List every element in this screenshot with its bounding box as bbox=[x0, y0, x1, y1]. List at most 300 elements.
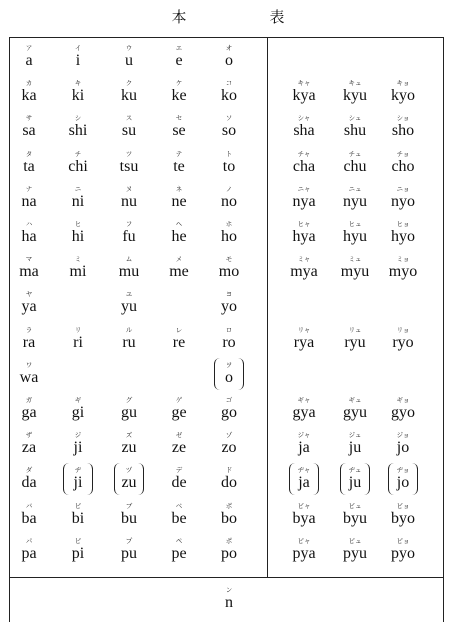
katakana-label: テ bbox=[175, 149, 183, 158]
kana-cell-do bbox=[203, 466, 255, 491]
kana-cell-e bbox=[153, 44, 205, 69]
kana-cell-pyu bbox=[329, 537, 381, 562]
katakana-label: リョ bbox=[396, 325, 410, 334]
kana-cell-i bbox=[52, 44, 104, 69]
romaji-label: tsu bbox=[119, 157, 139, 175]
kana-cell-ha bbox=[3, 220, 55, 245]
katakana-label: ヨ bbox=[225, 290, 233, 299]
kana-cell-mi bbox=[52, 255, 104, 280]
kana-cell-ju bbox=[329, 431, 381, 456]
kana-cell-ri bbox=[52, 326, 104, 351]
romaji-label: n bbox=[225, 594, 233, 611]
katakana-label: ギュ bbox=[348, 396, 362, 404]
katakana-label: バ bbox=[25, 501, 33, 510]
kana-cell-ku bbox=[103, 79, 155, 104]
katakana-label: タ bbox=[25, 149, 33, 158]
katakana-label: ギャ bbox=[297, 396, 311, 404]
kana-cell-byu bbox=[329, 502, 381, 527]
katakana-label: ズ bbox=[125, 431, 133, 440]
romaji-label: mo bbox=[218, 263, 240, 281]
kana-cell-n bbox=[203, 586, 255, 611]
katakana-label: レ bbox=[175, 325, 183, 334]
katakana-label: モ bbox=[225, 255, 233, 264]
romaji-label: kya bbox=[292, 87, 316, 105]
katakana-label: ボ bbox=[225, 501, 233, 510]
romaji-label: te bbox=[173, 157, 185, 175]
katakana-label: ニ bbox=[74, 184, 82, 193]
romaji-label: ze bbox=[171, 439, 187, 457]
katakana-label: ミ bbox=[74, 255, 82, 264]
romaji-label: e bbox=[175, 52, 183, 69]
katakana-label: キュ bbox=[348, 79, 362, 88]
romaji-label: gu bbox=[121, 404, 137, 421]
kana-cell-ne bbox=[153, 185, 205, 210]
katakana-label: ゴ bbox=[225, 396, 233, 404]
katakana-label: ヂュ bbox=[348, 466, 362, 475]
katakana-label: ル bbox=[125, 325, 133, 334]
kana-cell-cho bbox=[377, 150, 429, 175]
katakana-label: シ bbox=[74, 114, 82, 123]
romaji-label: ka bbox=[21, 87, 37, 105]
katakana-label: ピ bbox=[74, 536, 82, 545]
kana-cell-he bbox=[153, 220, 205, 245]
katakana-label: ン bbox=[225, 586, 233, 594]
romaji-label: o bbox=[225, 368, 233, 386]
romaji-label: myo bbox=[388, 263, 418, 281]
romaji-label: chi bbox=[68, 157, 88, 175]
romaji-label: ji bbox=[73, 439, 83, 457]
romaji-label: chu bbox=[343, 157, 367, 175]
katakana-label: チョ bbox=[396, 149, 410, 158]
romaji-label: po bbox=[221, 544, 237, 562]
katakana-label: ギョ bbox=[396, 396, 410, 404]
katakana-label: ニョ bbox=[396, 184, 410, 193]
romaji-label: ke bbox=[171, 87, 187, 105]
katakana-label: ヂ bbox=[74, 466, 82, 475]
kana-cell-gya bbox=[278, 396, 330, 421]
kana-cell-ho bbox=[203, 220, 255, 245]
romaji-label: o bbox=[225, 52, 233, 69]
kana-cell-de bbox=[153, 466, 205, 491]
romaji-label: mu bbox=[118, 263, 140, 281]
romaji-label: ro bbox=[222, 333, 236, 351]
kana-cell-da bbox=[3, 466, 55, 491]
kana-cell-nyu bbox=[329, 185, 381, 210]
romaji-label: ji bbox=[73, 474, 83, 492]
romaji-label: ju bbox=[348, 439, 362, 457]
katakana-label: ワ bbox=[25, 360, 33, 369]
romaji-label: ne bbox=[171, 192, 187, 210]
kana-cell-so bbox=[203, 114, 255, 139]
bracket-mark bbox=[63, 463, 93, 495]
katakana-label: ギ bbox=[74, 396, 82, 404]
romaji-label: ryo bbox=[392, 333, 414, 351]
romaji-label: na bbox=[21, 192, 37, 210]
kana-cell-chu bbox=[329, 150, 381, 175]
kana-cell-sha bbox=[278, 114, 330, 139]
katakana-label: ヂャ bbox=[297, 466, 311, 475]
romaji-label: ma bbox=[19, 263, 39, 281]
kana-cell-ta bbox=[3, 150, 55, 175]
romaji-label: nu bbox=[121, 192, 137, 210]
kana-cell-gi bbox=[52, 396, 104, 421]
kana-cell-ko bbox=[203, 79, 255, 104]
romaji-label: byo bbox=[391, 509, 415, 527]
romaji-label: no bbox=[221, 192, 237, 210]
romaji-label: ha bbox=[21, 228, 37, 245]
kana-cell-zo bbox=[203, 431, 255, 456]
kana-cell-myo bbox=[377, 255, 429, 280]
romaji-label: u bbox=[125, 52, 133, 69]
katakana-label: ヤ bbox=[25, 290, 33, 299]
kana-cell-bi bbox=[52, 502, 104, 527]
romaji-label: gyo bbox=[391, 404, 415, 421]
kana-cell-bo bbox=[203, 502, 255, 527]
romaji-label: nyu bbox=[343, 192, 367, 210]
katakana-label: ト bbox=[225, 149, 233, 158]
kana-cell-nya bbox=[278, 185, 330, 210]
katakana-label: ス bbox=[125, 114, 133, 123]
katakana-label: ジョ bbox=[396, 431, 410, 440]
katakana-label: ピャ bbox=[297, 536, 311, 545]
romaji-label: ni bbox=[71, 192, 85, 210]
kana-cell-to bbox=[203, 150, 255, 175]
romaji-label: ru bbox=[122, 333, 136, 351]
kana-cell-ya bbox=[3, 290, 55, 315]
romaji-label: sho bbox=[391, 122, 415, 140]
bracket-mark bbox=[388, 463, 418, 495]
romaji-label: su bbox=[121, 122, 137, 140]
romaji-label: sa bbox=[22, 122, 36, 140]
romaji-label: kyo bbox=[391, 87, 415, 105]
katakana-label: パ bbox=[25, 536, 33, 545]
katakana-label: ニャ bbox=[297, 184, 311, 193]
kana-cell-ke bbox=[153, 79, 205, 104]
katakana-label: チ bbox=[74, 149, 82, 158]
romaji-label: pya bbox=[292, 544, 316, 562]
romaji-label: shu bbox=[343, 122, 367, 140]
kana-cell-hyo bbox=[377, 220, 429, 245]
romaji-label: da bbox=[21, 474, 37, 492]
katakana-label: ダ bbox=[25, 466, 33, 475]
kana-cell-pe bbox=[153, 537, 205, 562]
katakana-label: キ bbox=[74, 79, 82, 88]
kana-cell-ma bbox=[3, 255, 55, 280]
bracket-mark bbox=[114, 463, 144, 495]
romaji-label: pi bbox=[71, 544, 85, 562]
kana-cell-pu bbox=[103, 537, 155, 562]
kana-cell-ja bbox=[278, 431, 330, 456]
romaji-label: mya bbox=[290, 263, 318, 281]
romaji-label: ryu bbox=[344, 333, 366, 351]
column-divider bbox=[267, 37, 268, 577]
romaji-label: byu bbox=[343, 509, 367, 527]
katakana-label: ジュ bbox=[348, 431, 362, 440]
romaji-label: do bbox=[221, 474, 237, 492]
katakana-label: ヌ bbox=[125, 184, 133, 193]
romaji-label: rya bbox=[293, 333, 315, 351]
romaji-label: bi bbox=[71, 509, 85, 527]
romaji-label: cho bbox=[391, 157, 415, 175]
katakana-label: ヒュ bbox=[348, 220, 362, 228]
katakana-label: カ bbox=[25, 79, 33, 88]
katakana-label: ヘ bbox=[175, 220, 183, 228]
romaji-label: mi bbox=[69, 263, 87, 281]
kana-cell-kya bbox=[278, 79, 330, 104]
katakana-label: プ bbox=[125, 536, 133, 545]
page-title: 本 表 bbox=[171, 8, 319, 26]
romaji-label: bo bbox=[221, 509, 237, 527]
kana-cell-re bbox=[153, 326, 205, 351]
kana-cell-kyo bbox=[377, 79, 429, 104]
kana-cell-me bbox=[153, 255, 205, 280]
romaji-label: pe bbox=[171, 544, 187, 562]
romaji-label: ju bbox=[348, 474, 362, 492]
romaji-label: ko bbox=[221, 87, 237, 105]
katakana-label: キョ bbox=[396, 79, 410, 88]
kana-cell-shi bbox=[52, 114, 104, 139]
kana-cell-myu bbox=[329, 255, 381, 280]
kana-cell-ge bbox=[153, 396, 205, 421]
kana-cell-mo bbox=[203, 255, 255, 280]
romaji-label: i bbox=[75, 52, 81, 69]
romaji-label: ge bbox=[171, 404, 187, 421]
katakana-label: ロ bbox=[225, 325, 233, 334]
katakana-label: イ bbox=[74, 44, 82, 52]
katakana-label: オ bbox=[225, 44, 233, 52]
katakana-label: ヂョ bbox=[396, 466, 410, 475]
romaji-label: jo bbox=[396, 439, 410, 457]
katakana-label: マ bbox=[25, 255, 33, 264]
romaji-label: nyo bbox=[391, 192, 415, 210]
katakana-label: チャ bbox=[297, 149, 311, 158]
romaji-label: fu bbox=[122, 228, 136, 245]
kana-cell-hyu bbox=[329, 220, 381, 245]
kana-cell-sa bbox=[3, 114, 55, 139]
katakana-label: ミュ bbox=[348, 255, 362, 264]
katakana-label: ゲ bbox=[175, 396, 183, 404]
katakana-label: ノ bbox=[225, 184, 233, 193]
kana-cell-mu bbox=[103, 255, 155, 280]
romaji-label: to bbox=[222, 157, 236, 175]
katakana-label: ヲ bbox=[225, 360, 233, 369]
katakana-label: ビュ bbox=[348, 501, 362, 510]
katakana-label: サ bbox=[25, 114, 33, 123]
kana-cell-yu bbox=[103, 290, 155, 315]
kana-cell-byo bbox=[377, 502, 429, 527]
romaji-label: pyo bbox=[391, 544, 415, 562]
kana-cell-po bbox=[203, 537, 255, 562]
kana-cell-pyo bbox=[377, 537, 429, 562]
kana-cell-su bbox=[103, 114, 155, 139]
romaji-label: ja bbox=[298, 439, 310, 457]
kana-cell-pa bbox=[3, 537, 55, 562]
romaji-label: za bbox=[21, 439, 37, 457]
kana-cell-ba bbox=[3, 502, 55, 527]
kana-cell-ru bbox=[103, 326, 155, 351]
kana-cell-sho bbox=[377, 114, 429, 139]
kana-cell-ni bbox=[52, 185, 104, 210]
kana-cell-chi bbox=[52, 150, 104, 175]
kana-cell-pi bbox=[52, 537, 104, 562]
romaji-label: myu bbox=[340, 263, 370, 281]
romaji-label: ki bbox=[71, 87, 85, 105]
kana-cell-za bbox=[3, 431, 55, 456]
katakana-label: グ bbox=[125, 396, 133, 404]
romaji-label: hi bbox=[71, 228, 85, 245]
katakana-label: ゾ bbox=[225, 431, 233, 440]
kana-cell-nu bbox=[103, 185, 155, 210]
romaji-label: pu bbox=[121, 544, 137, 562]
romaji-label: re bbox=[172, 333, 186, 351]
katakana-label: ヒャ bbox=[297, 220, 311, 228]
romaji-label: gi bbox=[71, 404, 85, 421]
katakana-label: ハ bbox=[25, 220, 33, 228]
katakana-label: フ bbox=[125, 220, 133, 228]
katakana-label: ヒ bbox=[74, 220, 82, 228]
romaji-label: nya bbox=[292, 192, 316, 210]
romaji-label: go bbox=[221, 404, 237, 421]
katakana-label: ウ bbox=[125, 44, 133, 52]
katakana-label: ア bbox=[25, 44, 33, 52]
katakana-label: ラ bbox=[25, 325, 33, 334]
romaji-label: jo bbox=[396, 474, 410, 492]
kana-cell-ga bbox=[3, 396, 55, 421]
kana-cell-u bbox=[103, 44, 155, 69]
katakana-label: エ bbox=[175, 44, 183, 52]
romaji-label: pyu bbox=[343, 544, 367, 562]
katakana-label: リュ bbox=[348, 325, 362, 334]
kana-cell-ryu bbox=[329, 326, 381, 351]
kana-cell-hi bbox=[52, 220, 104, 245]
kana-cell-ze bbox=[153, 431, 205, 456]
katakana-label: ブ bbox=[125, 501, 133, 510]
kana-cell-ra bbox=[3, 326, 55, 351]
kana-cell-mya bbox=[278, 255, 330, 280]
romaji-label: yu bbox=[121, 298, 137, 316]
katakana-label: ショ bbox=[396, 114, 410, 123]
kana-cell-gyu bbox=[329, 396, 381, 421]
katakana-label: ホ bbox=[225, 220, 233, 228]
katakana-label: ニュ bbox=[348, 184, 362, 193]
romaji-label: gya bbox=[292, 404, 316, 421]
katakana-label: ケ bbox=[175, 79, 183, 88]
romaji-label: ga bbox=[21, 404, 37, 421]
katakana-label: ミャ bbox=[297, 255, 311, 264]
kana-cell-ka bbox=[3, 79, 55, 104]
romaji-label: kyu bbox=[343, 87, 367, 105]
romaji-label: ho bbox=[221, 228, 237, 245]
kana-cell-ro bbox=[203, 326, 255, 351]
katakana-label: ピュ bbox=[348, 536, 362, 545]
katakana-label: ガ bbox=[25, 396, 33, 404]
romaji-label: so bbox=[221, 122, 237, 140]
bracket-mark bbox=[289, 463, 319, 495]
kana-cell-zu bbox=[103, 431, 155, 456]
katakana-label: ヅ bbox=[125, 466, 133, 475]
katakana-label: シャ bbox=[297, 114, 311, 123]
romaji-label: hyu bbox=[343, 228, 367, 245]
kana-cell-no bbox=[203, 185, 255, 210]
bracket-mark bbox=[214, 358, 244, 390]
katakana-label: ツ bbox=[125, 149, 133, 158]
romaji-label: gyu bbox=[343, 404, 367, 421]
katakana-label: ビャ bbox=[297, 501, 311, 510]
kana-cell-te bbox=[153, 150, 205, 175]
katakana-label: ビョ bbox=[396, 501, 410, 510]
romaji-label: a bbox=[25, 52, 33, 69]
katakana-label: ミョ bbox=[396, 255, 410, 264]
kana-cell-o bbox=[203, 44, 255, 69]
katakana-label: ピョ bbox=[396, 536, 410, 545]
katakana-label: ム bbox=[125, 255, 133, 264]
katakana-label: リャ bbox=[297, 325, 311, 334]
katakana-label: メ bbox=[175, 255, 183, 264]
katakana-label: ジャ bbox=[297, 431, 311, 440]
katakana-label: ビ bbox=[74, 501, 82, 510]
romaji-label: de bbox=[171, 474, 187, 492]
romaji-label: ba bbox=[21, 509, 37, 527]
katakana-label: チュ bbox=[348, 149, 362, 158]
katakana-label: ヒョ bbox=[396, 220, 410, 228]
katakana-label: ネ bbox=[175, 184, 183, 193]
romaji-label: he bbox=[171, 228, 187, 245]
kana-cell-wa bbox=[3, 361, 55, 386]
kana-cell-se bbox=[153, 114, 205, 139]
row-divider bbox=[9, 577, 444, 578]
katakana-label: ザ bbox=[25, 431, 33, 440]
kana-cell-a bbox=[3, 44, 55, 69]
katakana-label: ナ bbox=[25, 184, 33, 193]
kana-cell-cha bbox=[278, 150, 330, 175]
kana-cell-bu bbox=[103, 502, 155, 527]
kana-cell-nyo bbox=[377, 185, 429, 210]
romaji-label: cha bbox=[292, 157, 316, 175]
kana-cell-ki bbox=[52, 79, 104, 104]
katakana-label: ソ bbox=[225, 114, 233, 123]
romaji-label: hya bbox=[292, 228, 316, 245]
romaji-label: zo bbox=[221, 439, 237, 457]
romaji-label: be bbox=[171, 509, 187, 527]
katakana-label: ク bbox=[125, 79, 133, 88]
kana-cell-be bbox=[153, 502, 205, 527]
romaji-label: zu bbox=[121, 439, 137, 457]
katakana-label: リ bbox=[74, 325, 82, 334]
kana-cell-rya bbox=[278, 326, 330, 351]
romaji-label: me bbox=[169, 263, 189, 281]
romaji-label: wa bbox=[19, 368, 39, 386]
kana-cell-yo bbox=[203, 290, 255, 315]
kana-cell-kyu bbox=[329, 79, 381, 104]
katakana-label: ゼ bbox=[175, 431, 183, 440]
katakana-label: ジ bbox=[74, 431, 82, 440]
romaji-label: yo bbox=[221, 298, 237, 316]
kana-cell-gyo bbox=[377, 396, 429, 421]
katakana-label: セ bbox=[175, 114, 183, 123]
kana-cell-na bbox=[3, 185, 55, 210]
kana-cell-ryo bbox=[377, 326, 429, 351]
romaji-label: ya bbox=[21, 298, 37, 316]
romaji-label: ri bbox=[73, 333, 83, 351]
romaji-label: ta bbox=[23, 157, 35, 175]
romaji-label: ku bbox=[121, 87, 137, 105]
romaji-label: ra bbox=[22, 333, 36, 351]
katakana-label: ベ bbox=[175, 501, 183, 510]
katakana-label: ド bbox=[225, 466, 233, 475]
romaji-label: bya bbox=[292, 509, 316, 527]
bracket-mark bbox=[340, 463, 370, 495]
romaji-label: se bbox=[172, 122, 186, 140]
